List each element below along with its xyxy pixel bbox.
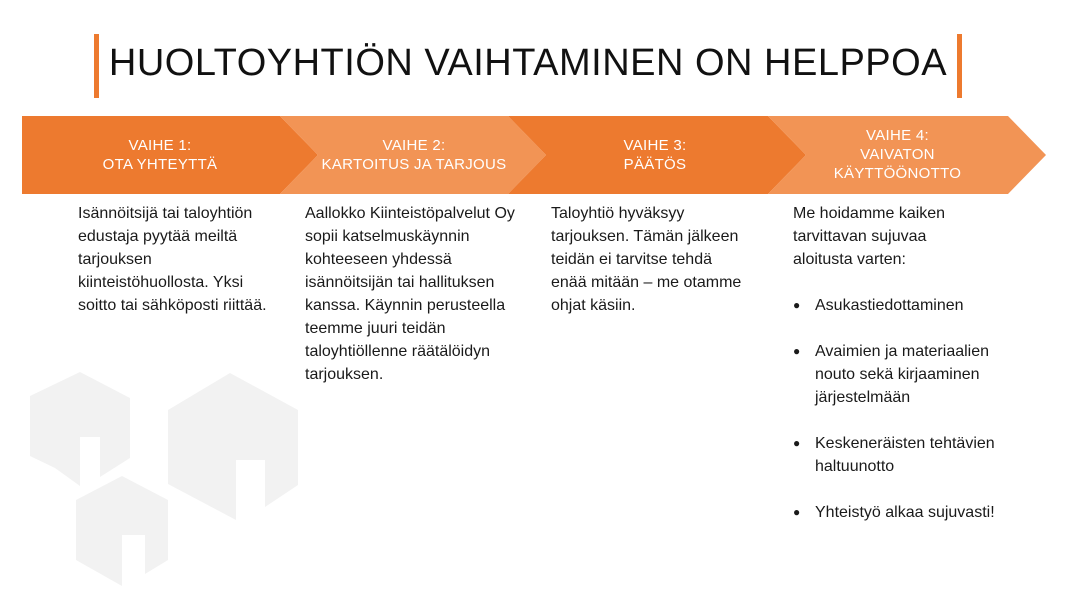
step-3-text: Taloyhtiö hyväksyy tarjouksen. Tämän jälkeen teidän ei tarvitse tehdä enää mitään – me otamme ohjat käsiin. bbox=[551, 205, 742, 314]
page-title: HUOLTOYHTIÖN VAIHTAMINEN ON HELPPOA bbox=[108, 42, 948, 84]
step-4-label bbox=[800, 126, 995, 183]
step-2-description bbox=[305, 202, 517, 386]
list-item: ● Keskeneräisten tehtävien haltuunotto bbox=[793, 432, 1025, 478]
step-3-subheading: PÄÄTÖS bbox=[623, 156, 687, 173]
step-4-subheading: VAIVATON bbox=[860, 146, 935, 163]
step-1-label bbox=[50, 136, 270, 174]
list-item: ● Avaimien ja materiaalien nouto sekä kirjaaminen järjestelmään bbox=[793, 340, 1015, 409]
step-3-heading: VAIHE 3: bbox=[623, 137, 687, 154]
step-2-text: Aallokko Kiinteistöpalvelut Oy sopii katselmuskäynnin kohteeseen yhdessä isännöitsijän tai hallituksen kanssa. Käynnin perusteella teemme juuri teidän taloyhtiöllenne räätälöidyn tarjouksen. bbox=[305, 205, 515, 383]
step-3-description bbox=[551, 202, 751, 317]
step-4-description bbox=[793, 202, 1033, 547]
step-1-description bbox=[78, 202, 268, 317]
step-2-label bbox=[305, 136, 523, 174]
step-4-bullet-list bbox=[793, 294, 1033, 524]
step-1-subheading: OTA YHTEYTTÄ bbox=[102, 156, 218, 173]
step-3-label bbox=[560, 136, 750, 174]
list-item: ● Yhteistyö alkaa sujuvasti! bbox=[793, 501, 1033, 524]
step-1-heading: VAIHE 1: bbox=[128, 137, 192, 154]
step-2-heading: VAIHE 2: bbox=[382, 137, 446, 154]
step-4-heading: VAIHE 4: bbox=[866, 127, 929, 144]
list-item: ● Asukastiedottaminen bbox=[793, 294, 1033, 317]
step-1-text: Isännöitsijä tai taloyhtiön edustaja pyytää meiltä tarjouksen kiinteistöhuollosta. Yksi soitto tai sähköposti riittää. bbox=[78, 205, 267, 314]
step-4-subheading-2: KÄYTTÖÖNOTTO bbox=[833, 165, 962, 182]
step-2-subheading: KARTOITUS JA TARJOUS bbox=[321, 156, 507, 173]
step-4-intro: Me hoidamme kaiken tarvittavan sujuvaa aloitusta varten: bbox=[793, 205, 946, 268]
